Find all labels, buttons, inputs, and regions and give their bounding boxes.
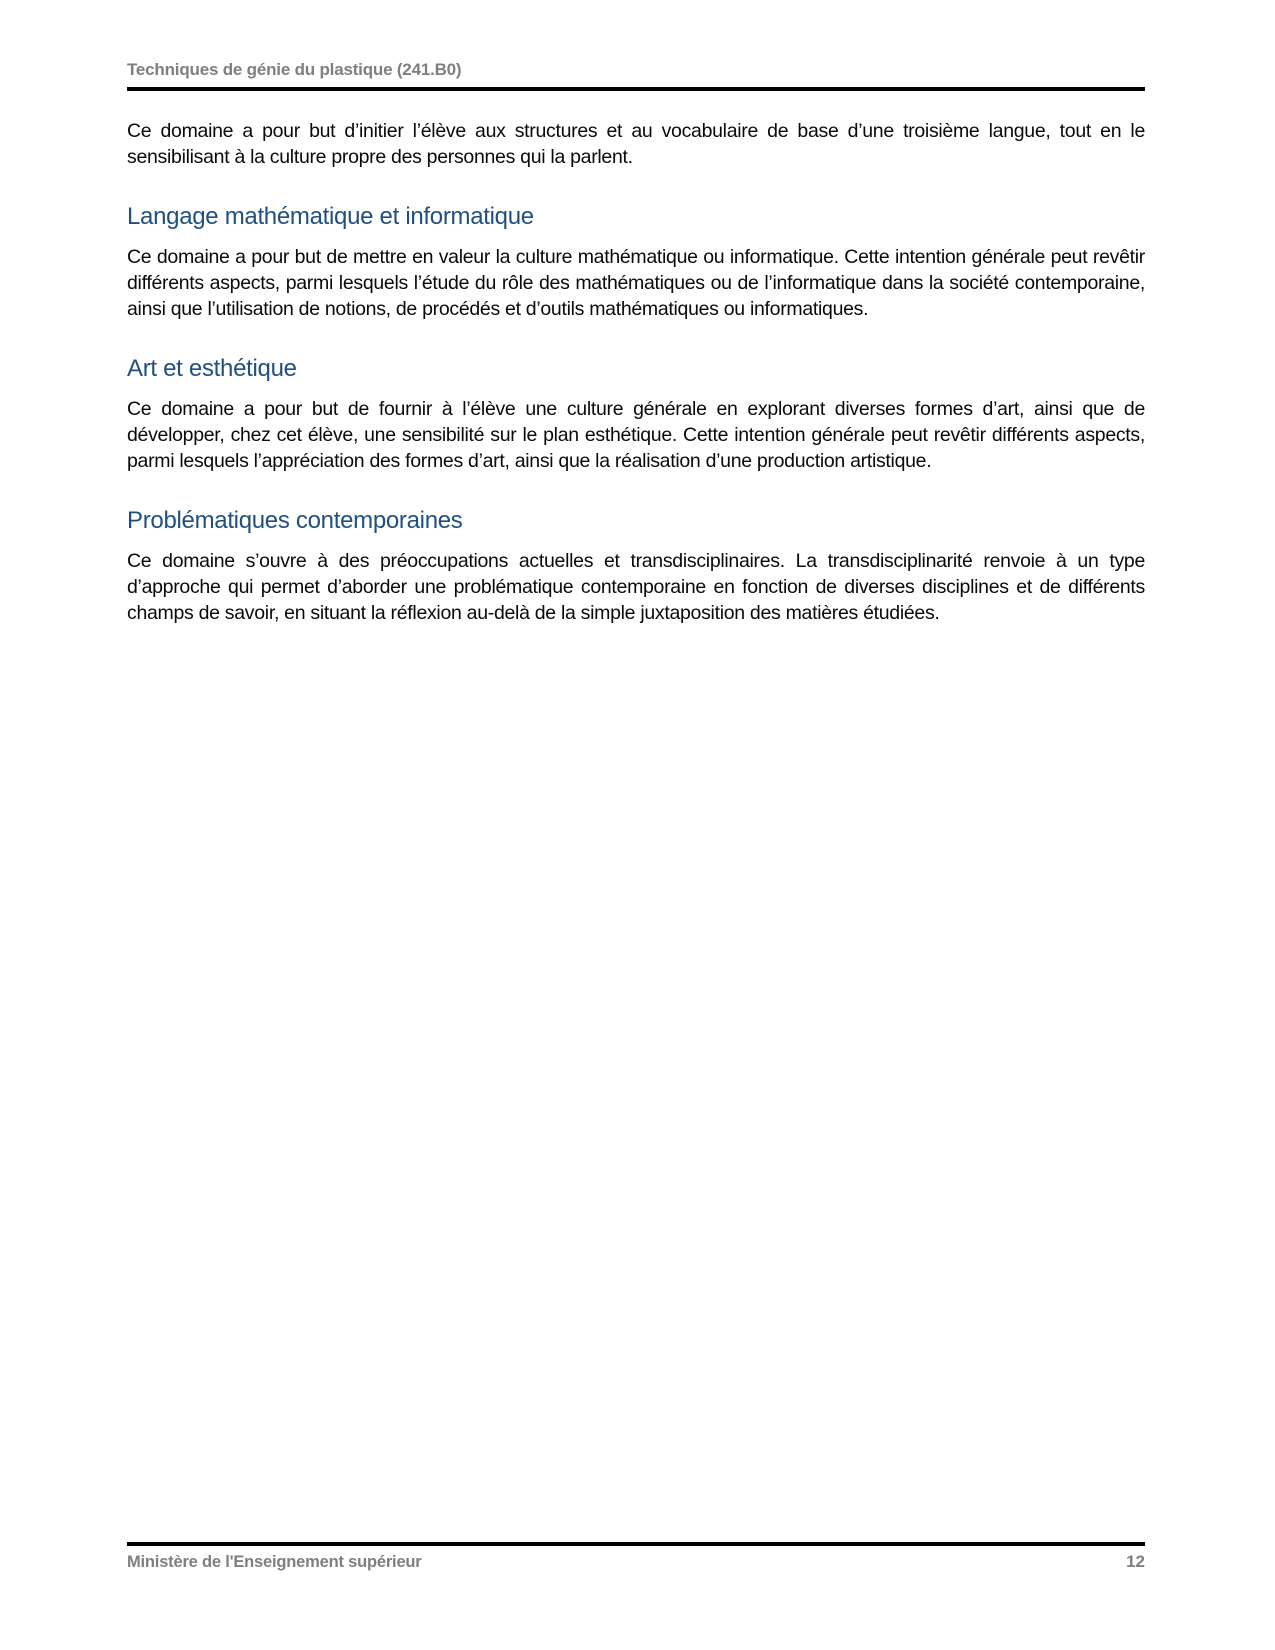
section-paragraph-problematiques-contemporaines: Ce domaine s’ouvre à des préoccupations actuelles et transdisciplinaires. La transdisciplinarité renvoie à un type d’approche qui permet d’aborder une problématique contemporaine en fonction de diverses disciplines et de différents champs de savoir, en situant la réflexion au-delà de la simple juxtaposition des matières étudiées. (127, 550, 1145, 624)
running-header-title: Techniques de génie du plastique (241.B0) (127, 60, 462, 79)
section-paragraph-langage-mathematique: Ce domaine a pour but de mettre en valeur la culture mathématique ou informatique. Cette intention générale peut revêtir différents aspects, parmi lesquels l’étude du rôle des mathématiques ou de l’informatique dans la société contemporaine, ainsi que l’utilisation de notions, de procédés et d’outils mathématiques ou informatiques. (127, 246, 1145, 320)
page-content (127, 112, 1145, 626)
section-art-et-esthetique (127, 355, 1145, 474)
footer-ministry-name: Ministère de l'Enseignement supérieur (127, 1553, 422, 1571)
page-header (127, 60, 1145, 91)
section-problematiques-contemporaines (127, 507, 1145, 626)
section-heading-art-et-esthetique: Art et esthétique (127, 355, 297, 382)
footer-page-number: 12 (1126, 1552, 1145, 1571)
intro-paragraph: Ce domaine a pour but d’initier l’élève aux structures et au vocabulaire de base d’une troisième langue, tout en le sensibilisant à la culture propre des personnes qui la parlent. (127, 120, 1145, 168)
section-paragraph-art-et-esthetique: Ce domaine a pour but de fournir à l’élève une culture générale en explorant diverses formes d’art, ainsi que de développer, chez cet élève, une sensibilité sur le plan esthétique. Cette intention générale peut revêtir différents aspects, parmi lesquels l’appréciation des formes d’art, ainsi que la réalisation d’une production artistique. (127, 398, 1145, 472)
section-langage-mathematique-et-informatique (127, 203, 1145, 322)
page-footer (127, 1542, 1145, 1572)
section-heading-langage-mathematique: Langage mathématique et informatique (127, 203, 534, 230)
section-heading-problematiques-contemporaines: Problématiques contemporaines (127, 507, 463, 534)
